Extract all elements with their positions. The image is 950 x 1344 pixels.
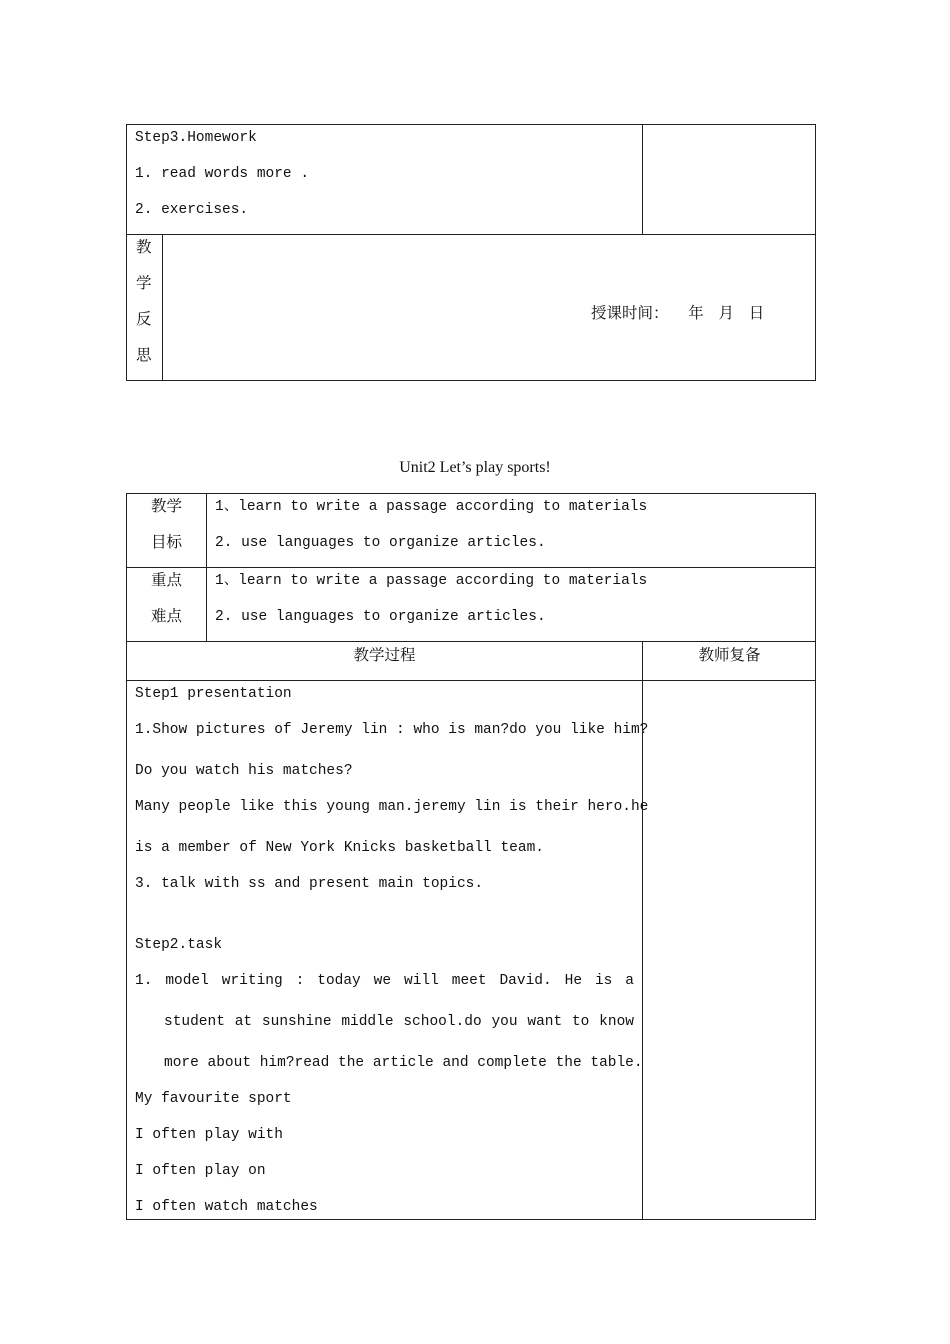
process-header: 教学过程 bbox=[353, 646, 416, 664]
process-line: is a member of New York Knicks basketball team. bbox=[135, 840, 544, 856]
teaching-time: 授课时间： 年 月 日 bbox=[591, 304, 765, 322]
unit-title: Unit2 Let’s play sports! bbox=[399, 459, 551, 476]
keypoint-item: 1、learn to write a passage according to materials bbox=[215, 573, 648, 589]
process-line: 3. talk with ss and present main topics. bbox=[135, 876, 484, 892]
process-line: I often play with bbox=[135, 1127, 283, 1143]
process-line: Step2.task bbox=[135, 937, 223, 953]
process-line: more about him?read the article and complete the table. bbox=[164, 1055, 643, 1071]
process-line: I often play on bbox=[135, 1163, 266, 1179]
keypoint-item: 2. use languages to organize articles. bbox=[215, 609, 546, 625]
table-divider bbox=[126, 234, 816, 235]
keypoints-label: 难点 bbox=[151, 607, 183, 625]
reflection-label-char: 思 bbox=[136, 346, 152, 364]
process-line: My favourite sport bbox=[135, 1091, 292, 1107]
process-line: 1. model writing : today we will meet David. He is a bbox=[135, 973, 634, 989]
homework-title: Step3.Homework bbox=[135, 130, 257, 146]
reflection-label-char: 教 bbox=[136, 238, 152, 256]
table-divider bbox=[642, 124, 643, 235]
teacher-header: 教师复备 bbox=[698, 646, 761, 664]
homework-item: 2. exercises. bbox=[135, 202, 249, 218]
table-divider bbox=[126, 680, 816, 681]
process-line: I often watch matches bbox=[135, 1199, 318, 1215]
objectives-label: 目标 bbox=[151, 533, 183, 551]
objective-item: 2. use languages to organize articles. bbox=[215, 535, 546, 551]
process-line: Do you watch his matches? bbox=[135, 763, 353, 779]
process-line: Many people like this young man.jeremy lin is their hero.he bbox=[135, 799, 649, 815]
process-line: 1.Show pictures of Jeremy lin : who is man?do you like him? bbox=[135, 722, 649, 738]
table-divider bbox=[162, 234, 163, 381]
process-line: Step1 presentation bbox=[135, 686, 292, 702]
homework-item: 1. read words more . bbox=[135, 166, 310, 182]
table-divider bbox=[126, 567, 816, 568]
table-divider bbox=[126, 641, 816, 642]
objectives-label: 教学 bbox=[151, 497, 183, 515]
keypoints-label: 重点 bbox=[151, 571, 183, 589]
reflection-label-char: 学 bbox=[136, 274, 152, 292]
reflection-label-char: 反 bbox=[136, 310, 152, 328]
objective-item: 1、learn to write a passage according to materials bbox=[215, 499, 648, 515]
process-line: student at sunshine middle school.do you want to know bbox=[164, 1014, 634, 1030]
homework-table bbox=[126, 124, 816, 381]
